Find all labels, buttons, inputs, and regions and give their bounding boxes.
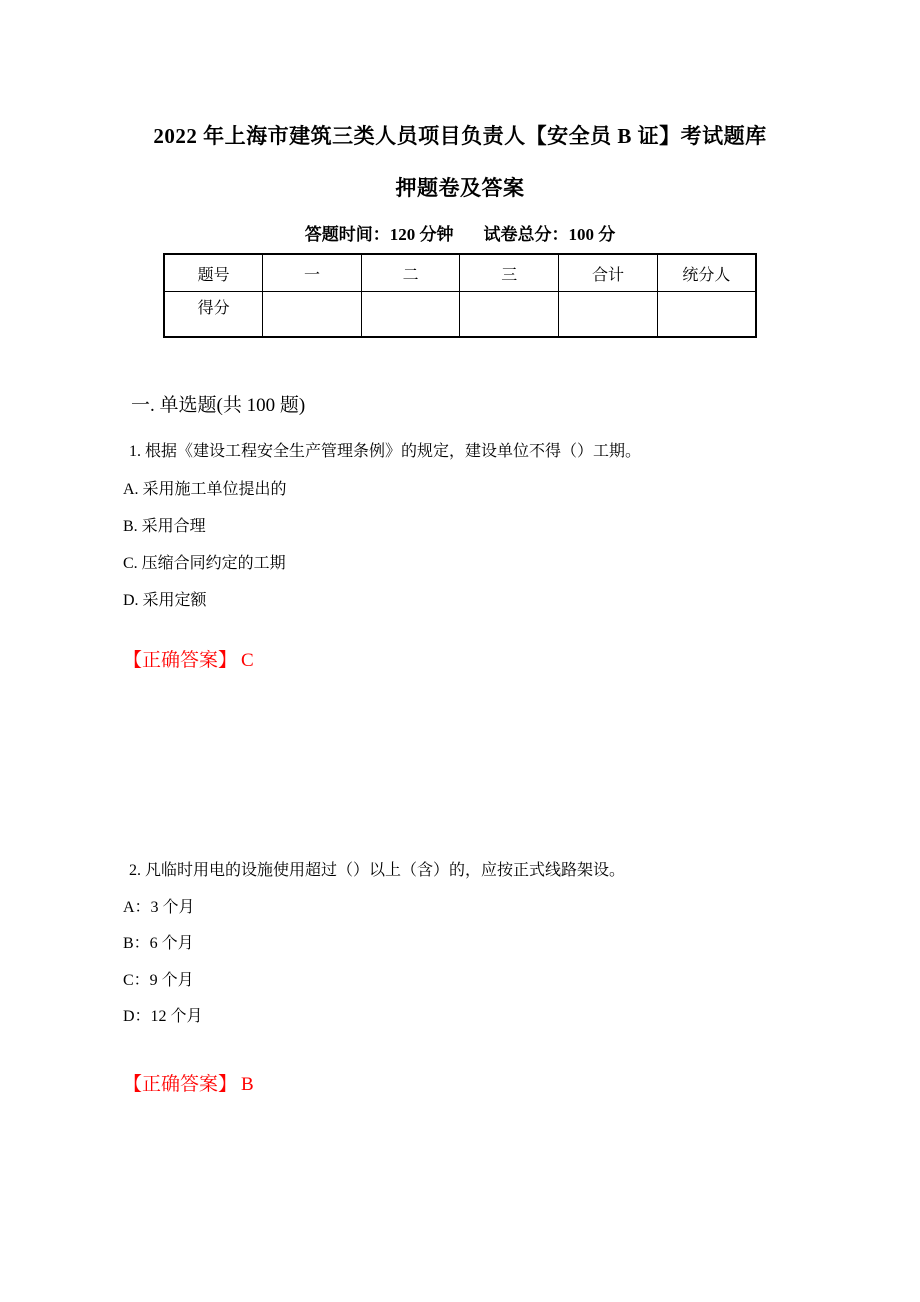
question-2-option-d: D：12 个月 — [123, 1008, 203, 1025]
answer-time-label: 答题时间：120 分钟 — [304, 225, 454, 244]
question-2-option-a: A：3 个月 — [123, 899, 195, 916]
header-cell-scorer: 统分人 — [657, 254, 756, 292]
header-cell-part-2: 二 — [361, 254, 460, 292]
question-2-option-b: B：6 个月 — [123, 935, 194, 952]
question-2-option-c: C：9 个月 — [123, 972, 194, 989]
correct-answer-value: C — [241, 650, 254, 671]
question-1-option-c: C. 压缩合同约定的工期 — [123, 555, 286, 572]
question-2-answer-line — [123, 1073, 254, 1097]
page-title: 2022 年上海市建筑三类人员项目负责人【安全员 B 证】考试题库押题卷及答案 — [153, 124, 767, 200]
question-1-text: 1. 根据《建设工程安全生产管理条例》的规定，建设单位不得（）工期。 — [129, 443, 642, 460]
header-cell-part-3: 三 — [460, 254, 559, 292]
question-1-option-d: D. 采用定额 — [123, 592, 207, 609]
question-2-text: 2. 凡临时用电的设施使用超过（）以上（含）的，应按正式线路架设。 — [129, 862, 626, 879]
question-1-option-b: B. 采用合理 — [123, 518, 206, 535]
question-1-answer-line — [123, 649, 254, 673]
score-table-score-row — [164, 292, 756, 338]
exam-info — [0, 220, 920, 245]
score-cell-empty — [460, 292, 559, 338]
score-table — [163, 253, 757, 338]
question-1-option-a: A. 采用施工单位提出的 — [123, 481, 287, 498]
section-heading-single-choice: 一. 单选题(共 100 题) — [131, 395, 306, 416]
score-table-header-row — [164, 254, 756, 292]
score-cell-empty — [559, 292, 658, 338]
correct-answer-value: B — [241, 1074, 254, 1095]
score-cell-empty — [361, 292, 460, 338]
header-cell-total: 合计 — [559, 254, 658, 292]
correct-answer-label: 【正确答案】 — [123, 650, 238, 671]
header-cell-part-1: 一 — [263, 254, 362, 292]
score-cell-empty — [263, 292, 362, 338]
correct-answer-label: 【正确答案】 — [123, 1074, 238, 1095]
header-cell-question-no: 题号 — [164, 254, 263, 292]
total-score-label: 试卷总分：100 分 — [483, 225, 616, 244]
score-cell-empty — [657, 292, 756, 338]
score-row-label: 得分 — [164, 292, 263, 338]
